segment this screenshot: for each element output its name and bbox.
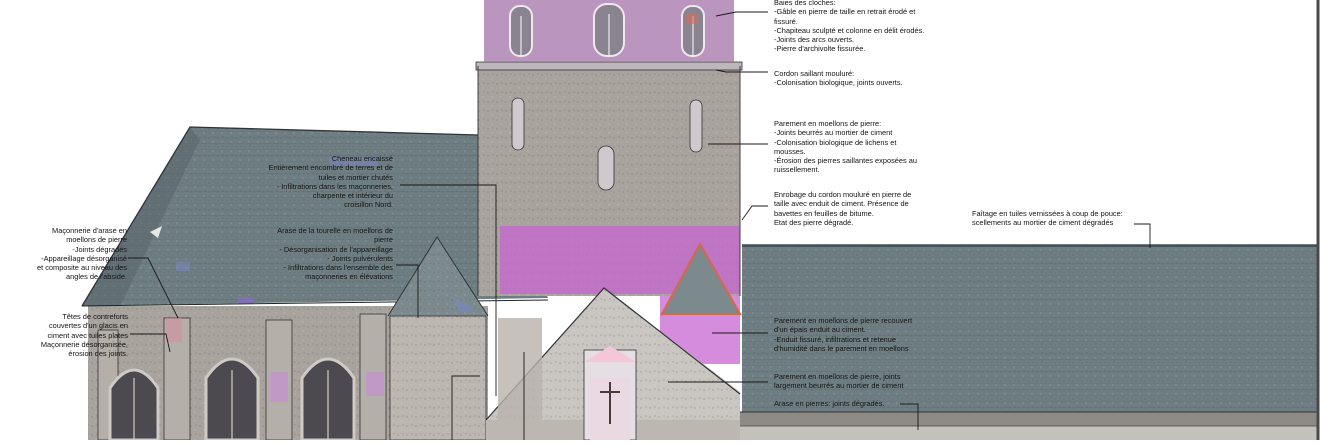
annotation-contreforts: Têtes de contreforts couvertes d'un glacis en ciment avec tuiles plates Maçonnerie désorganisée, érosion des joints.	[40, 312, 128, 359]
annotation-parement-tour: Parement en moellons de pierre: -Joints beurrés au mortier de ciment -Colonisation biologique de lichens et mousses. -Érosion des pierres saillantes exposées au ruissellement.	[774, 119, 917, 175]
annotation-enrobage: Enrobage du cordon mouluré en pierre de taille avec enduit de ciment. Présence de bavettes en feuilles de bitume. Etat des pierre dégradé.	[774, 190, 912, 227]
annotation-baies: Baies des cloches: -Gâble en pierre de taille en retrait érodé et fissuré. -Chapiteau sculpté et colonne en délit érodés. -Joints des arcs ouverts. -Pierre d'archivolte fissurée.	[774, 0, 925, 54]
annotation-arase: Arase en pierres: joints dégradés.	[774, 399, 885, 408]
annotation-maconnerie: Maçonnerie d'arase en moellons de pierre -Joints dégradés -Appareillage désorganisé et composite au niveau des angles de l'abside.	[37, 226, 127, 282]
annotation-parement-joints: Parement en moellons de pierre, joints largement beurrés au mortier de ciment	[774, 372, 904, 391]
annotation-parement-enduit: Parement en moellons de pierre recouvert d'un épais enduit au ciment. -Enduit fissuré, infiltrations et retenue d'humidité dans le parement en moellons	[774, 316, 913, 353]
annotation-tourelle: Arase de la tourelle en moellons de pierre - Désorganisation de l'appareillage - Joints pulvérulents - Infiltrations dans l'ensemble des maçonneries en élévations	[277, 226, 393, 282]
nave-wall	[740, 412, 1318, 440]
annotation-faitage: Faîtage en tuiles vernissées à coup de pouce: scellements au mortier de ciment dégradés	[972, 209, 1123, 228]
annotation-cordon: Cordon saillant mouluré: -Colonisation biologique, joints ouverts.	[774, 69, 903, 88]
annotation-cheneau: Cheneau encaissé Entièrement encombré de terres et de tuiles et mortier chutés - Infiltrations dans les maçonneries, charpente et intérieur du croisillon Nord.	[268, 154, 393, 210]
